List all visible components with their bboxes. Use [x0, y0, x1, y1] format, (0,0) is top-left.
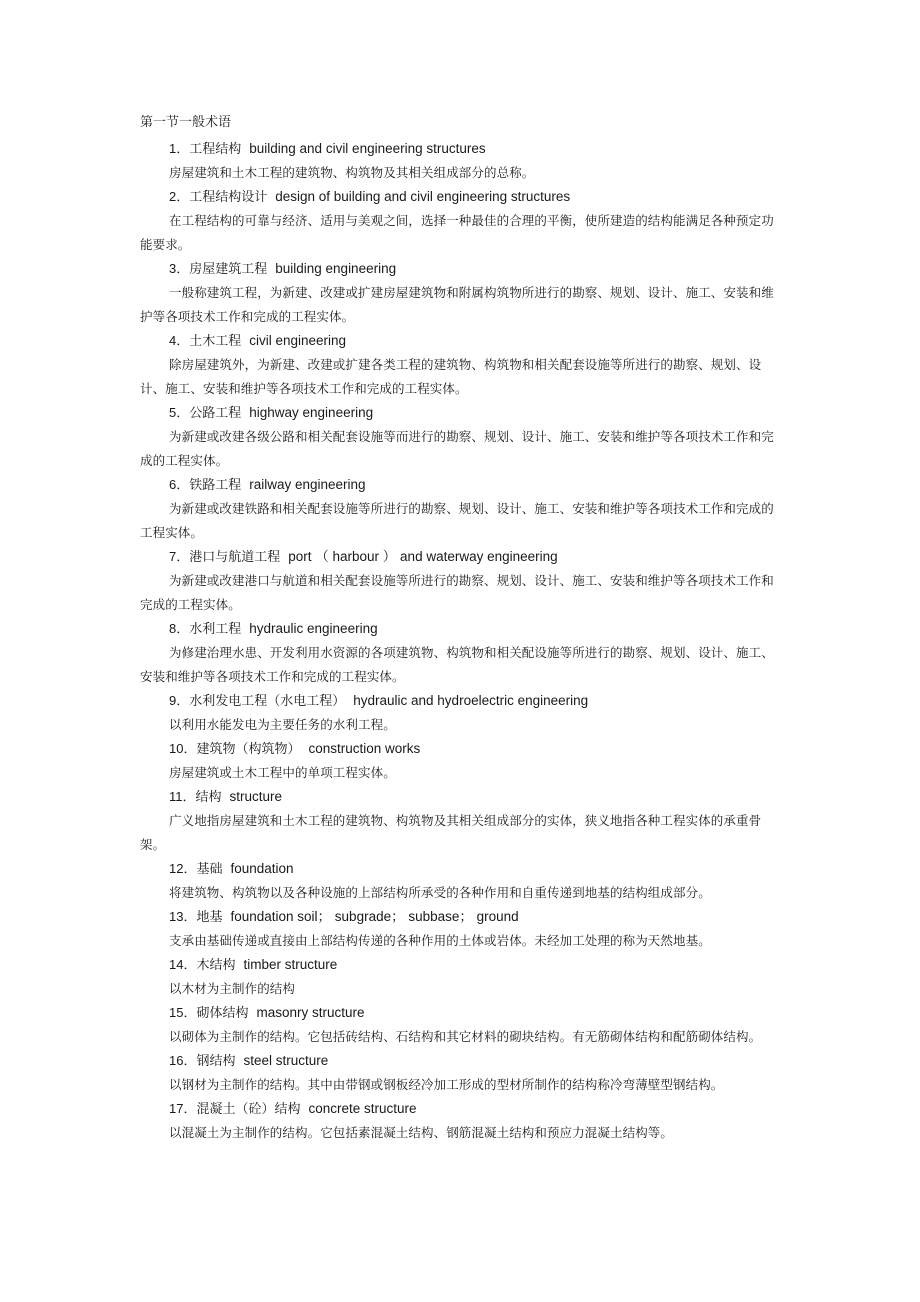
term-english: highway engineering [249, 405, 374, 420]
term-number: 2． [169, 189, 190, 204]
term-definition: 将建筑物、构筑物以及各种设施的上部结构所承受的各种作用和自重传递到地基的结构组成部分。 [169, 885, 711, 900]
term-entry [140, 617, 785, 689]
term-definition: 一般称建筑工程，为新建、改建或扩建房屋建筑物和附属构筑物所进行的勘察、规划、设计、施工、安装和维护等各项技术工作和完成的工程实体。 [140, 285, 774, 324]
term-heading [140, 257, 785, 281]
term-english: concrete structure [308, 1101, 417, 1116]
term-english: railway engineering [249, 477, 366, 492]
term-heading [140, 185, 785, 209]
term-definition: 以砌体为主制作的结构。它包括砖结构、石结构和其它材料的砌块结构。有无筋砌体结构和配筋砌体结构。 [169, 1029, 762, 1044]
term-heading [140, 1049, 785, 1073]
term-entry [140, 401, 785, 473]
term-english: masonry structure [256, 1005, 365, 1020]
term-english: foundation [230, 861, 294, 876]
term-definition: 在工程结构的可靠与经济、适用与美观之间，选择一种最佳的合理的平衡，使所建造的结构能满足各种预定功能要求。 [140, 213, 774, 252]
term-number: 11． [169, 789, 196, 804]
term-heading [140, 1001, 785, 1025]
term-entry [140, 1001, 785, 1049]
term-english: design of building and civil engineering structures [275, 189, 571, 204]
term-definition: 支承由基础传递或直接由上部结构传递的各种作用的土体或岩体。未经加工处理的称为天然地基。 [169, 933, 711, 948]
term-chinese: 工程结构设计 [189, 190, 268, 205]
term-definition: 房屋建筑或土木工程中的单项工程实体。 [169, 765, 396, 780]
term-english: civil engineering [249, 333, 347, 348]
term-chinese: 铁路工程 [189, 478, 242, 493]
term-entry [140, 473, 785, 545]
term-number: 7． [169, 549, 190, 564]
term-number: 10． [169, 741, 197, 756]
term-number: 12． [169, 861, 197, 876]
term-heading [140, 689, 785, 713]
term-entry [140, 257, 785, 329]
term-english: steel structure [243, 1053, 329, 1068]
term-entry [140, 185, 785, 257]
term-definition: 除房屋建筑外，为新建、改建或扩建各类工程的建筑物、构筑物和相关配套设施等所进行的勘察、规划、设计、施工、安装和维护等各项技术工作和完成的工程实体。 [140, 357, 762, 396]
term-number: 1． [169, 141, 190, 156]
term-heading [140, 905, 785, 929]
term-number: 13． [169, 909, 197, 924]
term-chinese: 地基 [196, 910, 223, 925]
term-heading [140, 953, 785, 977]
term-entry [140, 857, 785, 905]
term-heading [140, 857, 785, 881]
term-entry [140, 785, 785, 857]
term-definition: 以钢材为主制作的结构。其中由带钢或钢板经冷加工形成的型材所制作的结构称冷弯薄壁型钢结构。 [169, 1077, 724, 1092]
term-definition: 以木材为主制作的结构 [169, 981, 296, 996]
term-definition: 为修建治理水患、开发利用水资源的各项建筑物、构筑物和相关配设施等所进行的勘察、规划、设计、施工、安装和维护等各项技术工作和完成的工程实体。 [140, 645, 774, 684]
term-heading [140, 737, 785, 761]
term-chinese: 水利发电工程（水电工程） [189, 694, 346, 709]
term-number: 5． [169, 405, 190, 420]
term-heading [140, 329, 785, 353]
term-chinese: 工程结构 [189, 142, 242, 157]
term-definition: 房屋建筑和土木工程的建筑物、构筑物及其相关组成部分的总称。 [169, 165, 535, 180]
term-definition: 为新建或改建各级公路和相关配套设施等而进行的勘察、规划、设计、施工、安装和维护等各项技术工作和完成的工程实体。 [140, 429, 774, 468]
term-english: building engineering [275, 261, 397, 276]
term-english: port （ harbour ） and waterway engineering [288, 549, 558, 564]
term-chinese: 土木工程 [189, 334, 242, 349]
term-entry [140, 689, 785, 737]
term-heading [140, 617, 785, 641]
term-chinese: 港口与航道工程 [189, 550, 281, 565]
term-entry [140, 329, 785, 401]
term-english: hydraulic engineering [249, 621, 378, 636]
term-heading [140, 1097, 785, 1121]
document-page [140, 113, 785, 1145]
term-entry [140, 905, 785, 953]
term-english: structure [229, 789, 283, 804]
term-number: 6． [169, 477, 190, 492]
term-number: 17． [169, 1101, 197, 1116]
term-chinese: 基础 [196, 862, 223, 877]
section-title: 第一节一般术语 [140, 115, 232, 130]
term-number: 8． [169, 621, 190, 636]
term-heading [140, 137, 785, 161]
term-chinese: 木结构 [196, 958, 236, 973]
term-english: hydraulic and hydroelectric engineering [353, 693, 589, 708]
term-chinese: 公路工程 [189, 406, 242, 421]
term-number: 15． [169, 1005, 197, 1020]
term-heading [140, 545, 785, 569]
term-number: 3． [169, 261, 190, 276]
term-definition: 以混凝土为主制作的结构。它包括素混凝土结构、钢筋混凝土结构和预应力混凝土结构等。 [169, 1125, 674, 1140]
term-english: building and civil engineering structures [249, 141, 486, 156]
term-chinese: 钢结构 [196, 1054, 236, 1069]
term-definition: 为新建或改建港口与航道和相关配套设施等所进行的勘察、规划、设计、施工、安装和维护等各项技术工作和完成的工程实体。 [140, 573, 774, 612]
term-english: timber structure [243, 957, 338, 972]
term-entry [140, 545, 785, 617]
term-chinese: 水利工程 [189, 622, 242, 637]
term-number: 16． [169, 1053, 197, 1068]
term-number: 14． [169, 957, 197, 972]
term-definition: 广义地指房屋建筑和土木工程的建筑物、构筑物及其相关组成部分的实体，狭义地指各种工程实体的承重骨架。 [140, 813, 762, 852]
term-english: foundation soil； subgrade； subbase； ground [230, 909, 519, 924]
term-chinese: 结构 [195, 790, 222, 805]
term-chinese: 混凝土（砼）结构 [196, 1102, 301, 1117]
term-definition: 以利用水能发电为主要任务的水利工程。 [169, 717, 396, 732]
term-entry [140, 953, 785, 1001]
term-entry [140, 737, 785, 785]
term-number: 4． [169, 333, 190, 348]
term-chinese: 建筑物（构筑物） [196, 742, 301, 757]
term-number: 9． [169, 693, 190, 708]
term-heading [140, 785, 785, 809]
term-definition: 为新建或改建铁路和相关配套设施等所进行的勘察、规划、设计、施工、安装和维护等各项技术工作和完成的工程实体。 [140, 501, 774, 540]
term-entry [140, 137, 785, 185]
term-chinese: 砌体结构 [196, 1006, 249, 1021]
term-entry [140, 1049, 785, 1097]
term-entry [140, 1097, 785, 1145]
term-heading [140, 401, 785, 425]
term-heading [140, 473, 785, 497]
term-chinese: 房屋建筑工程 [189, 262, 268, 277]
term-english: construction works [308, 741, 421, 756]
